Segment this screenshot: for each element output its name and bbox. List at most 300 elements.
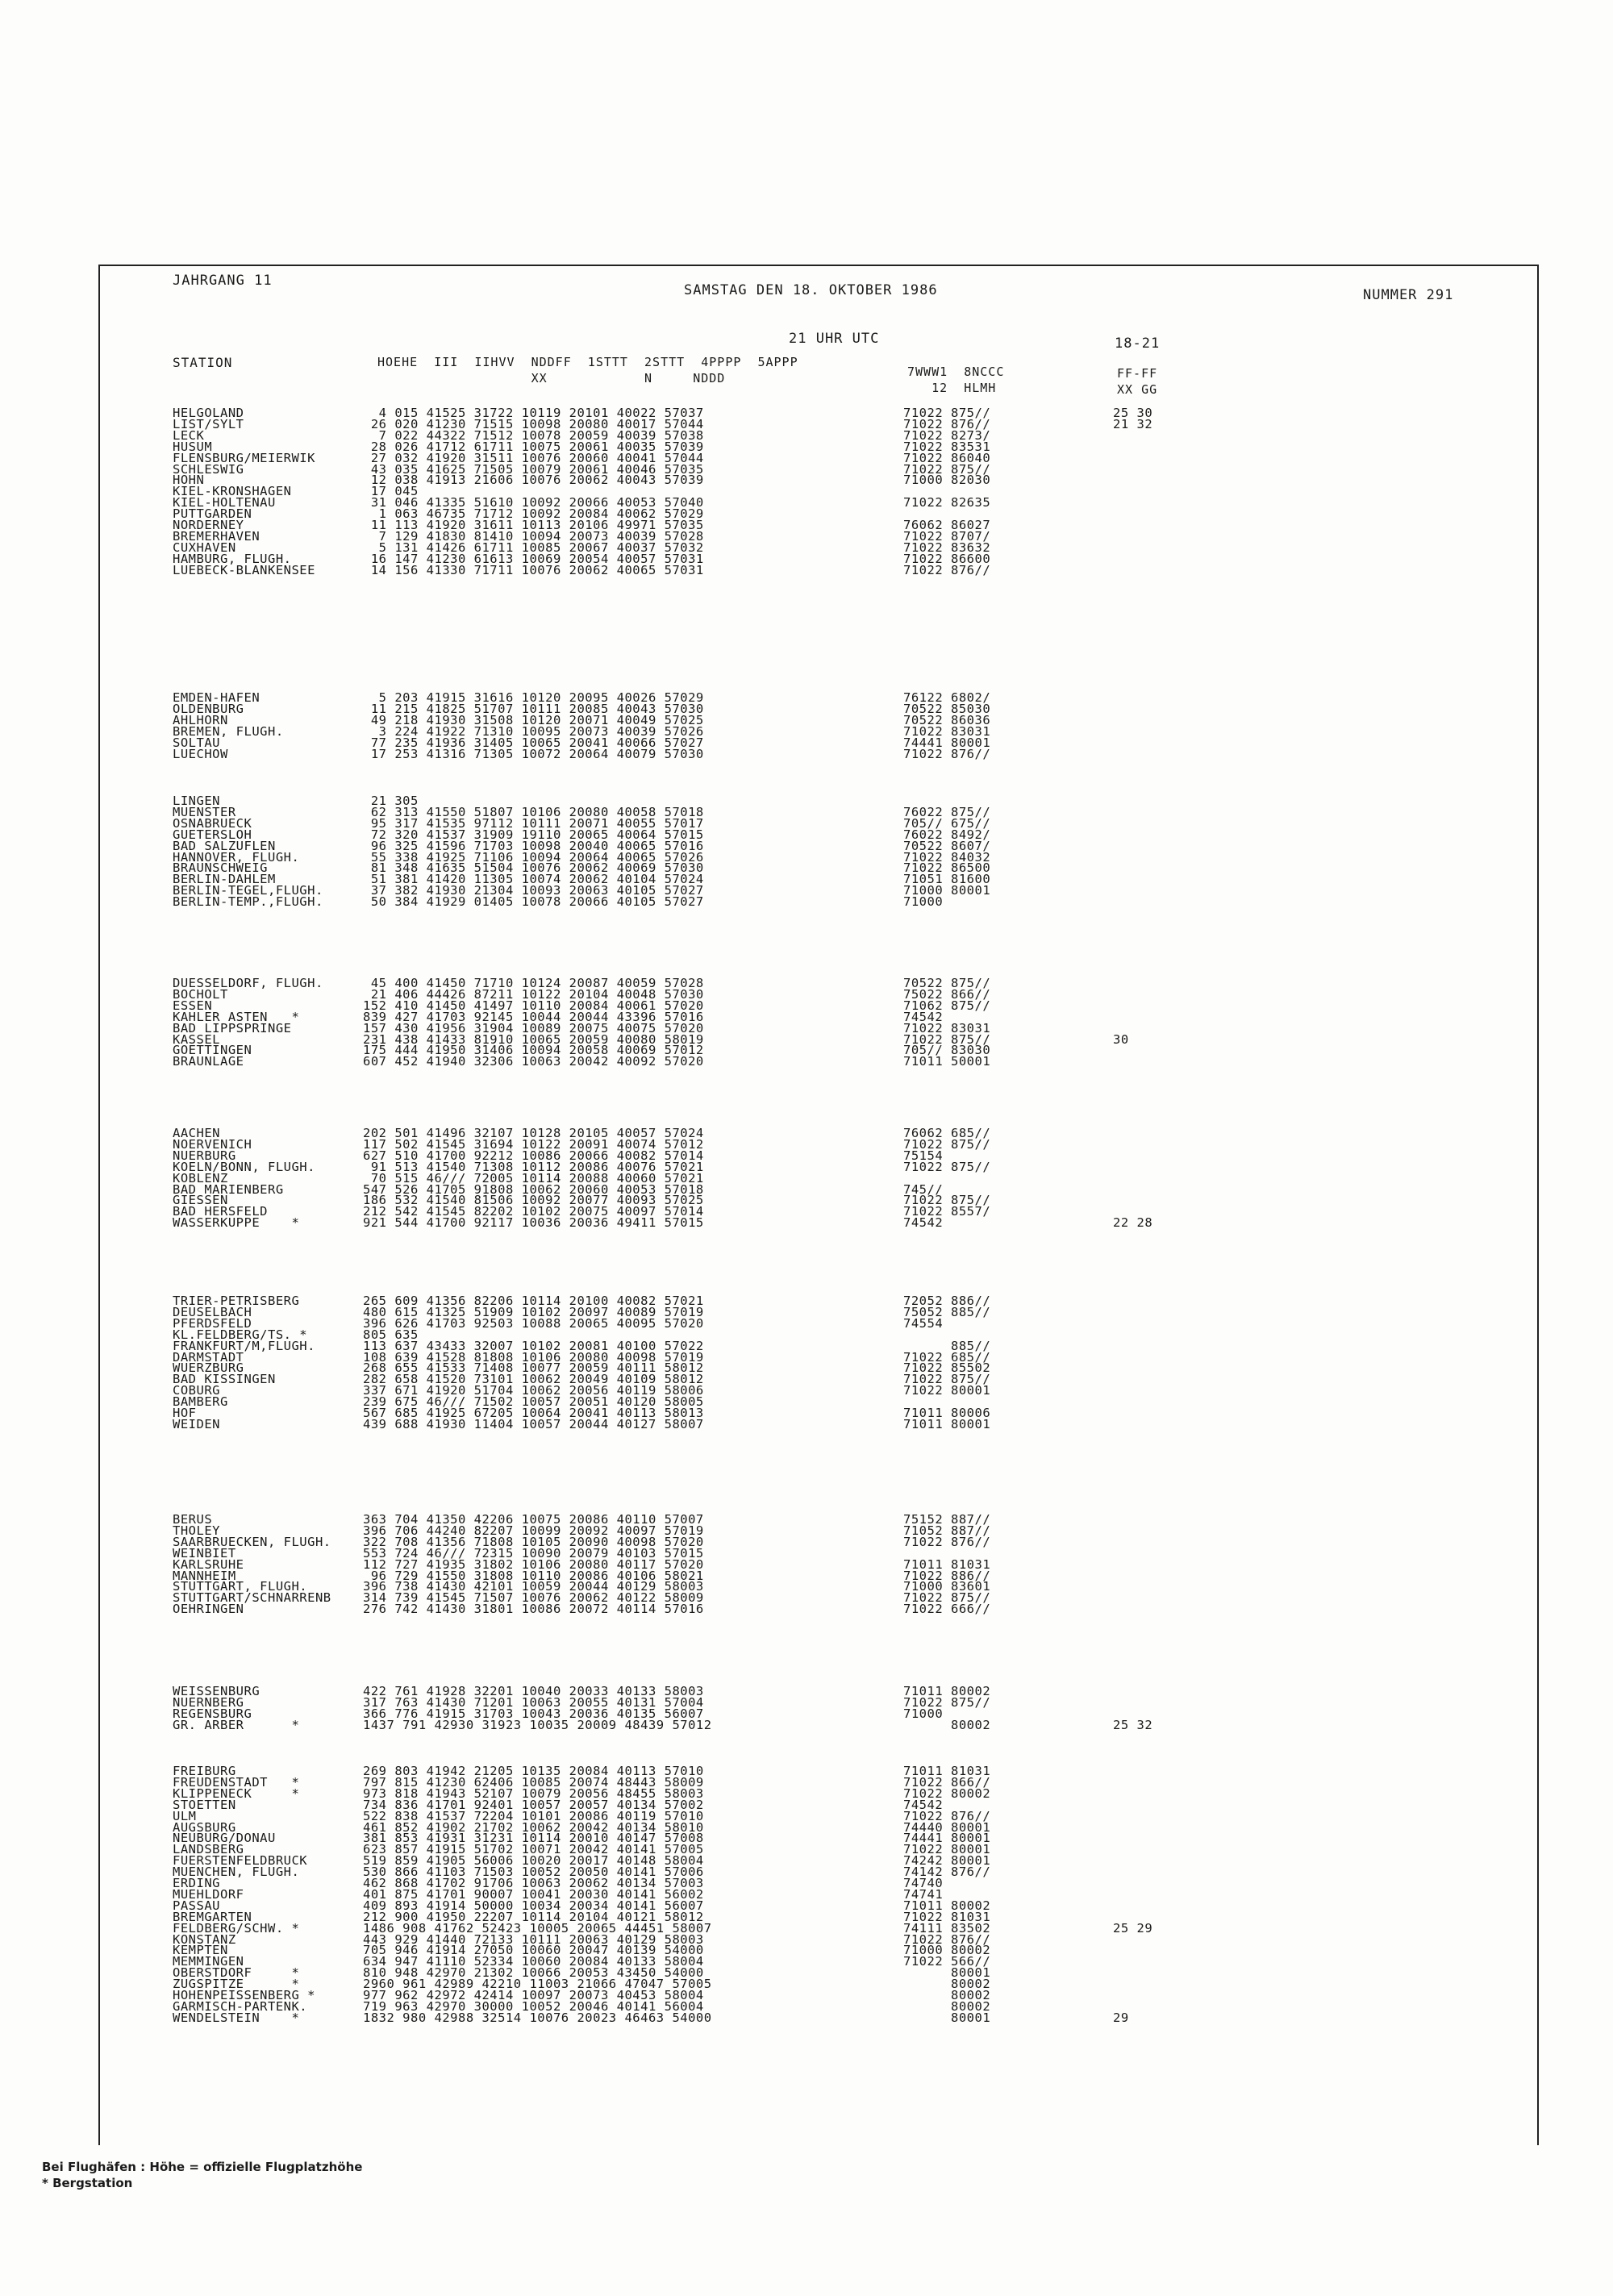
station-name: NOERVENICH <box>173 1136 252 1152</box>
station-data: 381 853 41931 31231 10114 20010 40147 57008 <box>363 1831 704 1846</box>
station-data: 4 015 41525 31722 10119 20101 40022 57037 <box>363 406 704 420</box>
weather-code: 71022 875// <box>903 461 991 477</box>
station-data: 265 609 41356 82206 10114 20100 40082 57021 <box>363 1294 704 1308</box>
station-name: KOELN/BONN, FLUGH. <box>173 1159 315 1174</box>
weather-code: 71022 875// <box>903 406 991 420</box>
station-data: 921 544 41700 92117 10036 20036 49411 57015 <box>363 1215 704 1231</box>
station-data: 627 510 41700 92212 10086 20066 40082 57014 <box>363 1148 704 1163</box>
wind-gust: 22 28 <box>1113 1215 1153 1231</box>
issue-date: SAMSTAG DEN 18. OKTOBER 1986 <box>684 282 938 298</box>
station-name: ULM <box>173 1808 197 1823</box>
weather-code: 74542 <box>903 1797 944 1812</box>
weather-code: 71000 <box>903 1706 944 1721</box>
code-column-headers: HOEHE III IIHVV NDDFF 1STTT 2STTT 4PPPP 5APPP <box>377 355 798 369</box>
station-data: 108 639 41528 81808 10106 20080 40098 57019 <box>363 1349 704 1365</box>
station-data: 567 685 41925 67205 10064 20041 40113 58013 <box>363 1406 704 1420</box>
station-name: FLENSBURG/MEIERWIK <box>173 450 315 465</box>
station-row <box>0 747 1371 762</box>
station-data: 157 430 41956 31904 10089 20075 40075 57020 <box>363 1020 704 1035</box>
station-name: PUTTGARDEN <box>173 506 252 522</box>
station-data: 17 045 <box>363 484 419 499</box>
station-data: 91 513 41540 71308 10112 20086 40076 57021 <box>363 1159 704 1174</box>
weather-code: 80001 <box>903 1965 991 1981</box>
station-data: 530 866 41103 71503 10052 20050 40141 57006 <box>363 1865 704 1880</box>
weather-code: 71022 876// <box>903 1931 991 1947</box>
station-data: 112 727 41935 31802 10106 20080 40117 57020 <box>363 1556 704 1572</box>
weather-code: 71011 81031 <box>903 1764 991 1778</box>
station-name: OEHRINGEN <box>173 1602 244 1617</box>
station-row <box>0 2011 1371 2026</box>
station-data: 5 131 41426 61711 10085 20067 40037 57032 <box>363 540 704 555</box>
station-data: 396 706 44240 82207 10099 20092 40097 57019 <box>363 1523 704 1538</box>
weather-code: 71000 80002 <box>903 1943 991 1958</box>
weather-code: 71022 875// <box>903 1372 991 1387</box>
wind-column-subheader: XX GG <box>1117 382 1158 397</box>
station-row <box>0 1417 1371 1432</box>
station-name: KAHLER ASTEN * <box>173 1009 300 1024</box>
station-name: GARMISCH-PARTENK. <box>173 1998 308 2014</box>
station-data: 16 147 41230 61613 10069 20054 40057 57031 <box>363 551 704 566</box>
station-data: 443 929 41440 72133 10111 20063 40129 58003 <box>363 1931 704 1947</box>
station-data: 77 235 41936 31405 10065 20041 40066 57027 <box>363 735 704 750</box>
station-name: MUEHLDORF <box>173 1886 244 1902</box>
station-data: 202 501 41496 32107 10128 20105 40057 57024 <box>363 1126 704 1140</box>
weather-code: 71051 81600 <box>903 872 991 887</box>
weather-code: 70522 85030 <box>903 701 991 716</box>
station-data: 396 738 41430 42101 10059 20044 40129 58003 <box>363 1579 704 1594</box>
observation-time: 21 UHR UTC <box>789 331 880 347</box>
station-data: 212 542 41545 82202 10102 20075 40097 57014 <box>363 1204 704 1219</box>
station-name: GR. ARBER * <box>173 1717 300 1732</box>
weather-code: 71022 875// <box>903 1590 991 1606</box>
weather-code: 71022 876// <box>903 416 991 431</box>
station-data: 337 671 41920 51704 10062 20056 40119 58006 <box>363 1383 704 1398</box>
station-name: DEUSELBACH <box>173 1304 252 1319</box>
station-name: KONSTANZ <box>173 1931 236 1947</box>
station-data: 186 532 41540 81506 10092 20077 40093 57025 <box>363 1193 704 1208</box>
station-name: BREMEN, FLUGH. <box>173 723 284 739</box>
station-data: 11 113 41920 31611 10113 20106 49971 57035 <box>363 518 704 532</box>
station-data: 3 224 41922 71310 10095 20073 40039 57026 <box>363 723 704 739</box>
station-data: 43 035 41625 71505 10079 20061 40046 57035 <box>363 461 704 477</box>
station-data: 1832 980 42988 32514 10076 20023 46463 54000 <box>363 2010 712 2025</box>
station-name: LIST/SYLT <box>173 416 244 431</box>
weather-code: 71000 82030 <box>903 473 991 488</box>
station-data: 314 739 41545 71507 10076 20062 40122 58009 <box>363 1590 704 1606</box>
station-data: 49 218 41930 31508 10120 20071 40049 57025 <box>363 712 704 727</box>
weather-code: 76062 685// <box>903 1126 991 1140</box>
weather-code: 71011 80001 <box>903 1416 991 1431</box>
weather-code: 75022 866// <box>903 986 991 1002</box>
weather-code: 71022 8273/ <box>903 427 991 443</box>
station-name: NEUBURG/DONAU <box>173 1831 276 1846</box>
station-data: 634 947 41110 52334 10060 20084 40133 58004 <box>363 1954 704 1969</box>
station-row <box>0 1054 1371 1069</box>
weather-code: 71022 685// <box>903 1349 991 1365</box>
volume-label: JAHRGANG 11 <box>173 273 273 289</box>
weather-code: 71022 8557/ <box>903 1204 991 1219</box>
station-name: FRANKFURT/M,FLUGH. <box>173 1338 315 1353</box>
station-name: BAD SALZUFLEN <box>173 838 276 853</box>
station-data: 462 868 41702 91706 10063 20062 40134 57003 <box>363 1876 704 1890</box>
station-name: COBURG <box>173 1383 220 1398</box>
weather-code: 74441 80001 <box>903 1831 991 1846</box>
station-name: BAD HERSFELD <box>173 1204 268 1219</box>
station-data: 117 502 41545 31694 10122 20091 40074 57012 <box>363 1136 704 1152</box>
station-name: KEMPTEN <box>173 1943 228 1958</box>
station-name: BREMGARTEN <box>173 1909 252 1924</box>
station-data: 72 320 41537 31909 19110 20065 40064 57015 <box>363 827 704 842</box>
station-data: 810 948 42970 21302 10066 20053 43450 54000 <box>363 1965 704 1981</box>
station-data: 212 900 41950 22207 10114 20104 40121 58012 <box>363 1909 704 1924</box>
weather-code: 80002 <box>903 1988 991 2002</box>
station-row <box>0 1602 1371 1617</box>
wind-gust: 30 <box>1113 1031 1129 1047</box>
station-name: BRAUNLAGE <box>173 1054 244 1069</box>
weather-code: 71000 <box>903 894 944 910</box>
station-row <box>0 563 1371 578</box>
station-data: 7 022 44322 71512 10078 20059 40039 57038 <box>363 427 704 443</box>
wind-column-header: FF-FF <box>1117 366 1158 381</box>
station-name: WASSERKUPPE * <box>173 1215 300 1231</box>
station-name: KASSEL <box>173 1031 220 1047</box>
station-data: 175 444 41950 31406 10094 20058 40069 57012 <box>363 1043 704 1058</box>
station-name: BAD MARIENBERG <box>173 1181 284 1197</box>
station-data: 553 724 46/// 72315 10090 20079 40103 57015 <box>363 1545 704 1561</box>
weather-code: 75052 885// <box>903 1304 991 1319</box>
weather-code: 71000 83601 <box>903 1579 991 1594</box>
weather-code: 71022 80001 <box>903 1842 991 1857</box>
station-data: 14 156 41330 71711 10076 20062 40065 57031 <box>363 562 704 577</box>
station-data: 480 615 41325 51909 10102 20097 40089 57019 <box>363 1304 704 1319</box>
station-data: 839 427 41703 92145 10044 20044 43396 57016 <box>363 1009 704 1024</box>
station-name: AHLHORN <box>173 712 228 727</box>
station-name: DUESSELDORF, FLUGH. <box>173 976 323 990</box>
weather-code: 71022 83031 <box>903 723 991 739</box>
station-data: 409 893 41914 50000 10034 20034 40141 56007 <box>363 1898 704 1913</box>
weather-code: 76022 875// <box>903 804 991 819</box>
station-data: 805 635 <box>363 1327 419 1342</box>
station-name: GIESSEN <box>173 1193 228 1208</box>
station-name: NORDERNEY <box>173 518 244 532</box>
station-data: 977 962 42972 42414 10097 20073 40453 58004 <box>363 1988 704 2002</box>
station-name: KARLSRUHE <box>173 1556 244 1572</box>
station-data: 239 675 46/// 71502 10057 20051 40120 58005 <box>363 1394 704 1410</box>
station-data: 366 776 41915 31703 10043 20036 40135 56007 <box>363 1706 704 1721</box>
weather-code: 71022 566// <box>903 1954 991 1969</box>
station-data: 62 313 41550 51807 10106 20080 40058 57018 <box>363 804 704 819</box>
station-data: 37 382 41930 21304 10093 20063 40105 57027 <box>363 883 704 898</box>
station-name: BERUS <box>173 1512 213 1527</box>
station-name: MUENCHEN, FLUGH. <box>173 1865 300 1880</box>
weather-code: 71022 80001 <box>903 1383 991 1398</box>
weather-code: 71022 866// <box>903 1774 991 1790</box>
weather-code: 71011 80006 <box>903 1406 991 1420</box>
station-data: 50 384 41929 01405 10078 20066 40105 57027 <box>363 894 704 910</box>
station-column-header: STATION <box>173 355 233 370</box>
weather-code: 70522 8607/ <box>903 838 991 853</box>
wind-gust: 25 30 <box>1113 406 1153 420</box>
station-name: ESSEN <box>173 998 213 1013</box>
station-data: 439 688 41930 11404 10057 20044 40127 58007 <box>363 1416 704 1431</box>
station-data: 2960 961 42989 42210 11003 21066 47047 57005 <box>363 1977 712 1992</box>
station-data: 11 215 41825 51707 10111 20085 40043 57030 <box>363 701 704 716</box>
weather-code: 71022 875// <box>903 1031 991 1047</box>
station-row <box>0 894 1371 910</box>
station-data: 1 063 46735 71712 10092 20084 40062 57029 <box>363 506 704 522</box>
weather-code: 75152 887// <box>903 1512 991 1527</box>
station-data: 31 046 41335 51610 10092 20066 40053 57040 <box>363 495 704 510</box>
station-data: 96 325 41596 71703 10098 20040 40065 57016 <box>363 838 704 853</box>
weather-code: 71000 80001 <box>903 883 991 898</box>
weather-code: 74142 876// <box>903 1865 991 1880</box>
station-name: LINGEN <box>173 794 220 808</box>
weather-code: 71022 82635 <box>903 495 991 510</box>
station-data: 1486 908 41762 52423 10005 20065 44451 58007 <box>363 1920 712 1936</box>
weather-code: 71011 80002 <box>903 1684 991 1698</box>
period-label: 18-21 <box>1115 335 1161 352</box>
station-data: 51 381 41420 11305 10074 20062 40104 57024 <box>363 872 704 887</box>
station-name: BRAUNSCHWEIG <box>173 860 268 876</box>
weather-code: 705// 675// <box>903 815 991 831</box>
station-name: HOHENPEISSENBERG * <box>173 1988 315 2002</box>
station-data: 231 438 41433 81910 10065 20059 40080 58019 <box>363 1031 704 1047</box>
station-name: SOLTAU <box>173 735 220 750</box>
station-name: SCHLESWIG <box>173 461 244 477</box>
station-data: 276 742 41430 31801 10086 20072 40114 57016 <box>363 1602 704 1617</box>
issue-number: NUMMER 291 <box>1363 287 1454 303</box>
wind-gust: 29 <box>1113 2010 1129 2025</box>
station-name: AUGSBURG <box>173 1819 236 1835</box>
station-data: 363 704 41350 42206 10075 20086 40110 57007 <box>363 1512 704 1527</box>
station-row <box>0 1215 1371 1231</box>
station-name: HAMBURG, FLUGH. <box>173 551 292 566</box>
station-data: 734 836 41701 92401 10057 20057 40134 57002 <box>363 1797 704 1812</box>
weather-code: 71022 875// <box>903 1136 991 1152</box>
weather-code: 71011 81031 <box>903 1556 991 1572</box>
station-data: 81 348 41635 51504 10076 20062 40069 57030 <box>363 860 704 876</box>
station-name: WENDELSTEIN * <box>173 2010 300 2025</box>
weather-code: 80002 <box>903 1998 991 2014</box>
station-name: EMDEN-HAFEN <box>173 690 260 705</box>
station-data: 522 838 41537 72204 10101 20086 40119 57010 <box>363 1808 704 1823</box>
weather-code: 71022 875// <box>903 1694 991 1710</box>
station-name: LUEBECK-BLANKENSEE <box>173 562 315 577</box>
weather-code: 71022 666// <box>903 1602 991 1617</box>
station-name: THOLEY <box>173 1523 220 1538</box>
weather-code: 71022 876// <box>903 1808 991 1823</box>
weather-code: 885// <box>903 1338 991 1353</box>
station-name: FELDBERG/SCHW. * <box>173 1920 300 1936</box>
station-name: FREUDENSTADT * <box>173 1774 300 1790</box>
station-name: MANNHEIM <box>173 1568 236 1583</box>
station-name: WEISSENBURG <box>173 1684 260 1698</box>
station-data: 152 410 41450 41497 10110 20084 40061 57020 <box>363 998 704 1013</box>
weather-code: 71022 86600 <box>903 551 991 566</box>
station-data: 973 818 41943 52107 10079 20056 48455 58003 <box>363 1786 704 1801</box>
footnote-airports: Bei Flughäfen : Höhe = offizielle Flugplatzhöhe <box>42 2160 363 2174</box>
station-name: LANDSBERG <box>173 1842 244 1857</box>
station-data: 21 305 <box>363 794 419 808</box>
station-data: 461 852 41902 21702 10062 20042 40134 58010 <box>363 1819 704 1835</box>
weather-code: 74542 <box>903 1215 944 1231</box>
station-data: 519 859 41905 56006 10020 20017 40148 58004 <box>363 1853 704 1869</box>
weather-code: 74111 83502 <box>903 1920 991 1936</box>
station-data: 317 763 41430 71201 10063 20055 40131 57004 <box>363 1694 704 1710</box>
weather-code: 74542 <box>903 1009 944 1024</box>
station-name: BREMERHAVEN <box>173 528 260 544</box>
station-data: 55 338 41925 71106 10094 20064 40065 57026 <box>363 849 704 865</box>
weather-code: 76122 6802/ <box>903 690 991 705</box>
weather-code: 70522 86036 <box>903 712 991 727</box>
station-data: 96 729 41550 31808 10110 20086 40106 58021 <box>363 1568 704 1583</box>
station-name: HANNOVER, FLUGH. <box>173 849 300 865</box>
station-name: NUERBURG <box>173 1148 236 1163</box>
weather-code: 76022 8492/ <box>903 827 991 842</box>
weather-code: 71052 887// <box>903 1523 991 1538</box>
wind-gust: 25 32 <box>1113 1717 1153 1732</box>
station-name: WUERZBURG <box>173 1361 244 1376</box>
station-name: TRIER-PETRISBERG <box>173 1294 300 1308</box>
station-name: WEIDEN <box>173 1416 220 1431</box>
weather-code: 71022 876// <box>903 746 991 761</box>
weather-code: 71022 85502 <box>903 1361 991 1376</box>
station-name: MUENSTER <box>173 804 236 819</box>
station-name: OLDENBURG <box>173 701 244 716</box>
weather-column-header: 7WWW1 8NCCC <box>907 365 1005 379</box>
weather-code: 71022 876// <box>903 562 991 577</box>
station-data: 26 020 41230 71515 10098 20080 40017 57044 <box>363 416 704 431</box>
wind-gust: 21 32 <box>1113 416 1153 431</box>
weather-code: 71022 83031 <box>903 1020 991 1035</box>
station-data: 396 626 41703 92503 10088 20065 40095 57020 <box>363 1315 704 1331</box>
station-data: 705 946 41914 27050 10060 20047 40139 54000 <box>363 1943 704 1958</box>
weather-code: 71022 875// <box>903 1159 991 1174</box>
station-name: BERLIN-TEMP.,FLUGH. <box>173 894 323 910</box>
station-name: DARMSTADT <box>173 1349 244 1365</box>
weather-code: 71022 8707/ <box>903 528 991 544</box>
station-name: STUTTGART, FLUGH. <box>173 1579 308 1594</box>
weather-code: 72052 886// <box>903 1294 991 1308</box>
weather-code: 75154 <box>903 1148 944 1163</box>
station-data: 269 803 41942 21205 10135 20084 40113 57010 <box>363 1764 704 1778</box>
station-name: FUERSTENFELDBRUCK <box>173 1853 308 1869</box>
weather-code: 71011 50001 <box>903 1054 991 1069</box>
station-name: HELGOLAND <box>173 406 244 420</box>
station-name: BERLIN-DAHLEM <box>173 872 276 887</box>
station-name: GUETERSLOH <box>173 827 252 842</box>
station-name: BOCHOLT <box>173 986 228 1002</box>
station-name: CUXHAVEN <box>173 540 236 555</box>
station-name: MEMMINGEN <box>173 1954 244 1969</box>
weather-code: 74441 80001 <box>903 735 991 750</box>
station-name: BAD LIPPSPRINGE <box>173 1020 292 1035</box>
weather-code: 71022 80002 <box>903 1786 991 1801</box>
station-name: GOETTINGEN <box>173 1043 252 1058</box>
station-name: BAD KISSINGEN <box>173 1372 276 1387</box>
weather-code: 76062 86027 <box>903 518 991 532</box>
weather-code: 71011 80002 <box>903 1898 991 1913</box>
station-name: OBERSTDORF * <box>173 1965 300 1981</box>
station-name: FREIBURG <box>173 1764 236 1778</box>
station-data: 95 317 41535 97112 10111 20071 40055 57017 <box>363 815 704 831</box>
code-column-subheaders: XX N NDDD <box>377 371 726 385</box>
weather-code: 71022 886// <box>903 1568 991 1583</box>
station-data: 268 655 41533 71408 10077 20059 40111 58012 <box>363 1361 704 1376</box>
station-name: OSNABRUECK <box>173 815 252 831</box>
station-data: 797 815 41230 62406 10085 20074 48443 58009 <box>363 1774 704 1790</box>
weather-code: 74741 <box>903 1886 944 1902</box>
station-data: 547 526 41705 91808 10062 20060 40053 57018 <box>363 1181 704 1197</box>
station-name: STUTTGART/SCHNARRENB <box>173 1590 331 1606</box>
station-data: 7 129 41830 81410 10094 20073 40039 57028 <box>363 528 704 544</box>
weather-code: 74740 <box>903 1876 944 1890</box>
station-name: ZUGSPITZE * <box>173 1977 300 1992</box>
station-name: NUERNBERG <box>173 1694 244 1710</box>
weather-code: 71062 875// <box>903 998 991 1013</box>
station-name: LUECHOW <box>173 746 228 761</box>
station-data: 401 875 41701 90007 10041 20030 40141 56002 <box>363 1886 704 1902</box>
station-name: ERDING <box>173 1876 220 1890</box>
station-name: REGENSBURG <box>173 1706 252 1721</box>
weather-code: 70522 875// <box>903 976 991 990</box>
wind-gust: 25 29 <box>1113 1920 1153 1936</box>
weather-code: 80002 <box>903 1977 991 1992</box>
station-data: 322 708 41356 71808 10105 20090 40098 57020 <box>363 1534 704 1549</box>
station-name: WEINBIET <box>173 1545 236 1561</box>
weather-code: 74242 80001 <box>903 1853 991 1869</box>
station-data: 607 452 41940 32306 10063 20042 40092 57020 <box>363 1054 704 1069</box>
station-name: BAMBERG <box>173 1394 228 1410</box>
station-data: 623 857 41915 51702 10071 20042 40141 57005 <box>363 1842 704 1857</box>
station-data: 5 203 41915 31616 10120 20095 40026 57029 <box>363 690 704 705</box>
station-name: HOF <box>173 1406 197 1420</box>
weather-column-subheader: 12 HLMH <box>907 381 997 395</box>
weather-code: 71022 84032 <box>903 849 991 865</box>
weather-code: 745// <box>903 1181 944 1197</box>
station-data: 28 026 41712 61711 10075 20061 40035 57039 <box>363 439 704 454</box>
weather-code: 71022 876// <box>903 1534 991 1549</box>
station-name: AACHEN <box>173 1126 220 1140</box>
station-data: 113 637 43433 32007 10102 20081 40100 57022 <box>363 1338 704 1353</box>
station-name: KIEL-HOLTENAU <box>173 495 276 510</box>
station-name: SAARBRUECKEN, FLUGH. <box>173 1534 331 1549</box>
weather-code: 71022 86500 <box>903 860 991 876</box>
station-data: 21 406 44426 87211 10122 20104 40048 57030 <box>363 986 704 1002</box>
station-name: PFERDSFELD <box>173 1315 252 1331</box>
weather-code: 74554 <box>903 1315 944 1331</box>
weather-code: 705// 83030 <box>903 1043 991 1058</box>
station-name: STOETTEN <box>173 1797 236 1812</box>
station-data: 282 658 41520 73101 10062 20049 40109 58012 <box>363 1372 704 1387</box>
footnote-mountain-station: * Bergstation <box>42 2176 133 2190</box>
weather-code: 80002 <box>903 1717 991 1732</box>
station-name: PASSAU <box>173 1898 220 1913</box>
weather-code: 74440 80001 <box>903 1819 991 1835</box>
station-name: KLIPPENECK * <box>173 1786 300 1801</box>
station-name: KOBLENZ <box>173 1170 228 1186</box>
station-data: 12 038 41913 21606 10076 20062 40043 57039 <box>363 473 704 488</box>
weather-code: 71022 875// <box>903 1193 991 1208</box>
station-data: 17 253 41316 71305 10072 20064 40079 57030 <box>363 746 704 761</box>
station-name: KIEL-KRONSHAGEN <box>173 484 292 499</box>
weather-code: 80001 <box>903 2010 991 2025</box>
station-row <box>0 1718 1371 1733</box>
weather-code: 71022 81031 <box>903 1909 991 1924</box>
station-name: HUSUM <box>173 439 213 454</box>
weather-code: 71022 86040 <box>903 450 991 465</box>
station-name: HOHN <box>173 473 205 488</box>
